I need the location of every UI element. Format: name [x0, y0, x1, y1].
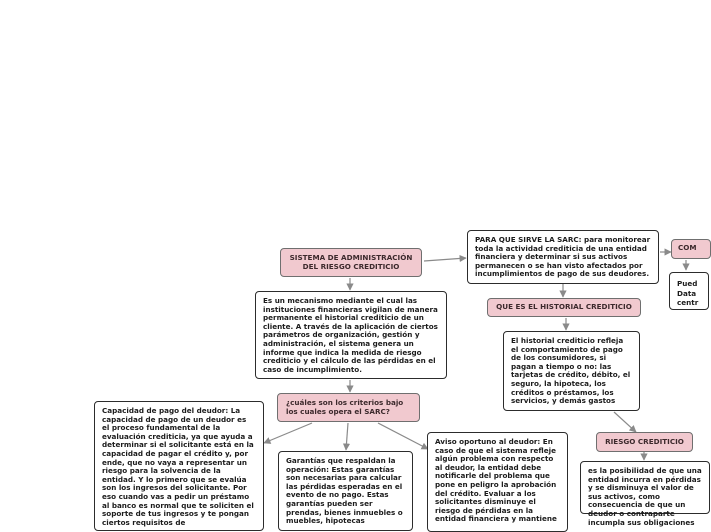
topic-timely-warning-text: Aviso oportuno al deudor: En caso de que el sistema refleje algún problema con respecto al deudor, la entidad debe notificarle del problema que pone en peligro la aprobación del crédito. Evaluar a los solicitantes disminuye el riesgo de pérdidas en la entidad financiera y mantiene [435, 437, 557, 524]
topic-sarc-purpose-text: PARA QUE SIRVE LA SARC: para monitorear toda la actividad crediticia de una entidad financiera y determinar si sus activos permanecen o se han visto afectados por incumplimientos de pago de sus deudores. [475, 235, 651, 279]
link-criteria-capacity [264, 423, 312, 443]
topic-credit-risk-text: RIESGO CREDITICIO [605, 436, 684, 446]
topic-side-partial[interactable] [669, 272, 709, 310]
topic-credit-history-text: El historial crediticio refleja el comportamiento de pago de los consumidores, si pagan a tiempo o no: las tarjetas de crédito, débito, el seguro, la hipoteca, los créditos o préstamos, los servicios, y demás gastos [511, 336, 631, 406]
topic-credit-history-question-text: QUE ES EL HISTORIAL CREDITICIO [496, 302, 632, 312]
topic-criteria-question[interactable] [277, 393, 420, 422]
topic-sarc-definition[interactable] [255, 291, 447, 379]
topic-timely-warning[interactable] [427, 432, 568, 532]
topic-sarc-root[interactable] [280, 248, 422, 277]
link-criteria-guarantees [346, 423, 348, 450]
topic-sarc-definition-text: Es un mecanismo mediante el cual las instituciones financieras vigilan de manera permanente el historial crediticio de un cliente. A través de la aplicación de ciertos parámetros de organización, gestión y administración, el sistema genera un informe que indica la medida de riesgo crediticio y el cálculo de las pérdidas en el caso de incumplimiento. [263, 296, 438, 374]
topic-credit-risk[interactable] [596, 432, 693, 452]
topic-credit-history-question[interactable] [487, 298, 641, 317]
topic-sarc-purpose[interactable] [467, 230, 659, 284]
topic-payment-capacity[interactable] [94, 401, 264, 531]
topic-guarantees[interactable] [278, 451, 413, 531]
topic-com-partial-text: COM [678, 243, 697, 252]
link-criteria-warning [378, 423, 428, 449]
topic-credit-risk-definition-text: es la posibilidad de que una entidad incurra en pérdidas y se disminuya el valor de sus activos, como consecuencia de que un deudor o contraparte incumpla sus obligaciones [588, 466, 702, 527]
topic-sarc-root-text: SISTEMA DE ADMINISTRACIÓN DEL RIESGO CREDITICIO [289, 252, 413, 271]
topic-side-partial-text: Pued Data centr [677, 279, 699, 307]
topic-credit-history[interactable] [503, 331, 640, 411]
topic-com-partial[interactable] [671, 239, 711, 259]
topic-credit-risk-definition[interactable] [580, 461, 710, 527]
link-history-risk [614, 412, 636, 432]
topic-payment-capacity-text: Capacidad de pago del deudor: La capacidad de pago de un deudor es el proceso fundamental de la evaluación crediticia, ya que ayuda a determinar si el solicitante está en la capacidad de pagar el crédito y, por ende, que no vaya a representar un riesgo para la solvencia de la entidad. Y lo primero que se evalúa son los ingresos del solicitante. Por eso cuando vas a pedir un préstamo al banco es normal que te soliciten el soporte de tus ingresos y te pongan ciertos requisitos de [102, 406, 254, 527]
link-root-purpose [424, 258, 466, 261]
topic-criteria-question-text: ¿cuáles son los criterios bajo los cuales opera el SARC? [286, 398, 404, 416]
topic-guarantees-text: Garantías que respaldan la operación: Estas garantías son necesarias para calcular las pérdidas esperadas en el evento de no pago. Estas garantías pueden ser prendas, bienes inmuebles o muebles, hipotecas [286, 456, 403, 526]
